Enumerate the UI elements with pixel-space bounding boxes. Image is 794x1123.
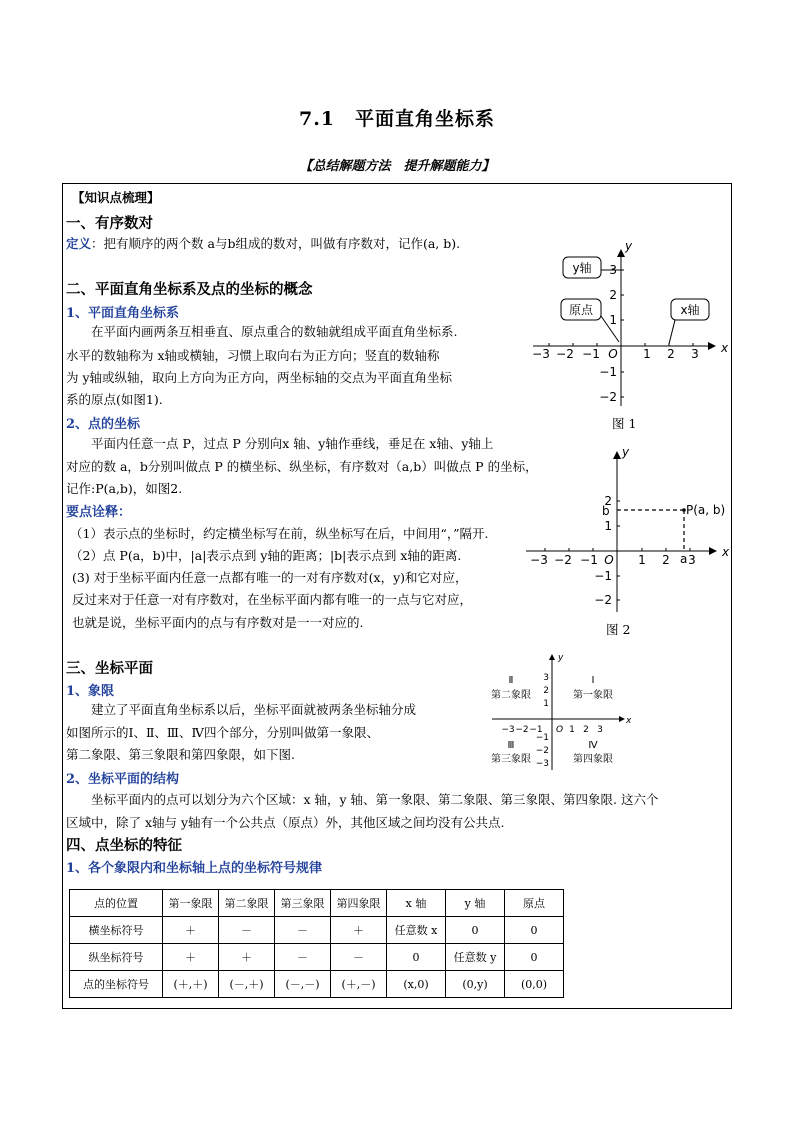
fig2-ytick: −2 xyxy=(594,593,612,607)
s2-p2-line-3: 记作:P(a,b)，如图2. xyxy=(66,481,183,496)
fig2-a-label: a xyxy=(680,552,688,566)
fig2-ytick: 2 xyxy=(604,494,612,508)
fig1-origin-label: 原点 xyxy=(568,303,594,317)
fig3-q4-numeral: Ⅳ xyxy=(588,740,598,751)
fig3-origin: O xyxy=(556,725,564,735)
table-cell: 0 xyxy=(505,917,564,944)
note-2: （2）点 P(a，b)中，|a|表示点到 y轴的距离；|b|表示点到 x轴的距离. xyxy=(70,548,462,563)
definition-line xyxy=(66,234,460,254)
table-cell: 任意数 y xyxy=(446,944,505,971)
table-cell: ＋ xyxy=(163,944,219,971)
table-cell: (＋,＋) xyxy=(163,971,219,998)
fig1-ytick: 3 xyxy=(609,263,617,277)
table-cell: ＋ xyxy=(163,917,219,944)
table-header-cell: y 轴 xyxy=(446,890,505,917)
fig3-q1-label: 第一象限 xyxy=(573,690,613,701)
fig2-xtick: 2 xyxy=(662,553,670,567)
table-cell: 纵坐标符号 xyxy=(70,944,163,971)
fig2-origin: O xyxy=(604,553,614,567)
s3-p2-line-2: 区域中，除了 x轴与 y轴有一个公共点（原点）外，其他区域之间均没有公共点. xyxy=(66,815,505,830)
fig2-xtick: −2 xyxy=(554,553,572,567)
fig3-ytick: −2 xyxy=(535,746,549,756)
table-cell: ＋ xyxy=(219,944,275,971)
table-cell: 0 xyxy=(446,917,505,944)
coordinate-sign-table xyxy=(69,889,564,998)
fig3-xtick: −1 xyxy=(529,725,543,735)
figure-2-point-coordinates xyxy=(522,444,734,620)
figure-2-caption: 图 2 xyxy=(606,622,631,637)
table-cell: 0 xyxy=(505,944,564,971)
fig3-xtick: 1 xyxy=(569,725,575,735)
fig2-x-letter: x xyxy=(722,545,730,559)
fig1-xtick: 1 xyxy=(643,347,651,361)
section-2-sub-2: 2、点的坐标 xyxy=(66,417,141,432)
fig3-ytick: −1 xyxy=(535,733,549,743)
fig3-q4-label: 第四象限 xyxy=(573,754,613,765)
fig3-xtick: 3 xyxy=(597,725,603,735)
table-header-cell: 第二象限 xyxy=(219,890,275,917)
fig1-x-axis-label: x轴 xyxy=(680,303,700,317)
definition-text: ：把有顺序的两个数 a与b组成的数对，叫做有序数对，记作(a, b). xyxy=(91,236,461,251)
table-header-row xyxy=(70,890,564,917)
fig3-q1-numeral: Ⅰ xyxy=(591,675,595,686)
figure-1-caption: 图 1 xyxy=(612,416,637,431)
fig2-xtick: −1 xyxy=(580,553,598,567)
table-cell: 0 xyxy=(387,944,446,971)
fig1-xtick: −1 xyxy=(582,347,600,361)
section-2-heading: 二、平面直角坐标系及点的坐标的概念 xyxy=(66,281,313,298)
table-cell: － xyxy=(275,944,331,971)
s2-p2-line-2: 对应的数 a，b分别叫做点 P 的横坐标、纵坐标，有序数对（a,b）叫做点 P 的坐标， xyxy=(66,459,538,474)
table-header-cell: 原点 xyxy=(505,890,564,917)
table-row xyxy=(70,971,564,998)
fig2-y-letter: y xyxy=(622,445,630,459)
table-header-cell: 点的位置 xyxy=(70,890,163,917)
fig2-xtick: −3 xyxy=(530,553,548,567)
page-title: 7.1 平面直角坐标系 xyxy=(298,108,496,130)
s3-p2-line-1: 坐标平面内的点可以划分为六个区域：x 轴，y 轴、第一象限、第二象限、第三象限、第四象限. 这六个 xyxy=(91,792,659,807)
s2-p1-line-4: 系的原点(如图1). xyxy=(66,392,163,407)
fig2-point-label: P(a, b) xyxy=(686,503,726,517)
section-2-sub-1: 1、平面直角坐标系 xyxy=(66,306,180,321)
fig3-xtick: −2 xyxy=(515,725,529,735)
table-cell: ＋ xyxy=(331,917,387,944)
fig3-xtick: 2 xyxy=(583,725,589,735)
table-row xyxy=(70,917,564,944)
section-1-heading: 一、有序数对 xyxy=(66,215,153,232)
fig2-b-label: b xyxy=(602,504,610,518)
s2-p1-line-2: 水平的数轴称为 x轴或横轴，习惯上取向右为正方向；竖直的数轴称 xyxy=(66,348,440,363)
fig2-xtick: 1 xyxy=(638,553,646,567)
table-cell: － xyxy=(331,944,387,971)
fig1-ytick: −1 xyxy=(599,365,617,379)
fig3-q2-label: 第二象限 xyxy=(491,690,531,701)
fig3-ytick: 3 xyxy=(543,673,549,683)
note-1: （1）表示点的坐标时，约定横坐标写在前，纵坐标写在后，中间用“，”隔开. xyxy=(70,526,489,541)
fig2-xtick: 3 xyxy=(688,553,696,567)
note-5: 也就是说，坐标平面内的点与有序数对是一一对应的. xyxy=(72,615,364,630)
fig3-q3-label: 第三象限 xyxy=(491,754,531,765)
table-cell: 任意数 x xyxy=(387,917,446,944)
fig1-origin: O xyxy=(608,347,618,361)
fig3-ytick: 2 xyxy=(543,686,549,696)
table-cell: － xyxy=(275,917,331,944)
table-header-cell: 第四象限 xyxy=(331,890,387,917)
fig3-q2-numeral: Ⅱ xyxy=(508,675,514,686)
fig3-ytick: 1 xyxy=(543,699,549,709)
table-cell: (0,y) xyxy=(446,971,505,998)
table-cell: (－,－) xyxy=(275,971,331,998)
page-subtitle: 【总结解题方法 提升解题能力】 xyxy=(299,159,495,174)
knowledge-label: 【知识点梳理】 xyxy=(72,190,160,205)
fig2-ytick: 1 xyxy=(604,519,612,533)
definition-label: 定义 xyxy=(66,236,92,251)
fig3-xtick: −3 xyxy=(501,725,515,735)
table-cell: － xyxy=(219,917,275,944)
s2-p1-line-3: 为 y轴或纵轴，取向上方向为正方向，两坐标轴的交点为平面直角坐标 xyxy=(66,370,453,385)
s2-p2-line-1: 平面内任意一点 P，过点 P 分别向x 轴、y轴作垂线，垂足在 x轴、y轴上 xyxy=(91,436,494,451)
key-points-label: 要点诠释： xyxy=(66,505,132,520)
table-header-cell: x 轴 xyxy=(387,890,446,917)
fig1-y-axis-label: y轴 xyxy=(572,261,592,275)
fig1-xtick: 3 xyxy=(691,347,699,361)
fig1-xtick: −2 xyxy=(556,347,574,361)
fig1-ytick: 1 xyxy=(609,313,617,327)
table-cell: 横坐标符号 xyxy=(70,917,163,944)
fig1-x-letter: x xyxy=(721,341,729,355)
section-3-sub-2: 2、坐标平面的结构 xyxy=(66,772,180,787)
table-cell: (＋,－) xyxy=(331,971,387,998)
fig3-q3-numeral: Ⅲ xyxy=(507,740,515,751)
note-3: (3) 对于坐标平面内任意一点都有唯一的一对有序数对(x，y)和它对应， xyxy=(72,570,468,585)
fig1-ytick: −2 xyxy=(599,390,617,404)
figure-1-coordinate-axes xyxy=(525,236,730,416)
section-4-sub-1: 1、各个象限内和坐标轴上点的坐标符号规律 xyxy=(66,861,323,876)
s3-p1-line-1: 建立了平面直角坐标系以后，坐标平面就被两条坐标轴分成 xyxy=(91,702,417,717)
s3-p1-line-3: 第二象限、第三象限和第四象限，如下图. xyxy=(66,747,295,762)
table-row xyxy=(70,944,564,971)
figure-3-quadrants xyxy=(486,648,632,772)
section-3-sub-1: 1、象限 xyxy=(66,684,115,699)
fig1-xtick: 2 xyxy=(667,347,675,361)
fig3-y-letter: y xyxy=(558,653,564,663)
fig3-x-letter: x xyxy=(626,716,632,726)
section-3-heading: 三、坐标平面 xyxy=(66,660,153,677)
section-4-heading: 四、点坐标的特征 xyxy=(66,837,182,854)
fig1-y-letter: y xyxy=(625,239,633,253)
table-header-cell: 第三象限 xyxy=(275,890,331,917)
table-cell: (0,0) xyxy=(505,971,564,998)
table-cell: (－,＋) xyxy=(219,971,275,998)
fig1-xtick: −3 xyxy=(532,347,550,361)
table-header-cell: 第一象限 xyxy=(163,890,219,917)
table-cell: (x,0) xyxy=(387,971,446,998)
fig2-ytick: −1 xyxy=(594,569,612,583)
note-4: 反过来对于任意一对有序数对，在坐标平面内都有唯一的一点与它对应， xyxy=(72,592,473,607)
s2-p1-line-1: 在平面内画两条互相垂直、原点重合的数轴就组成平面直角坐标系. xyxy=(91,324,458,339)
fig1-ytick: 2 xyxy=(609,288,617,302)
s3-p1-line-2: 如图所示的Ⅰ、Ⅱ、Ⅲ、Ⅳ四个部分，分别叫做第一象限、 xyxy=(66,725,379,740)
table-cell: 点的坐标符号 xyxy=(70,971,163,998)
fig3-ytick: −3 xyxy=(535,759,549,769)
